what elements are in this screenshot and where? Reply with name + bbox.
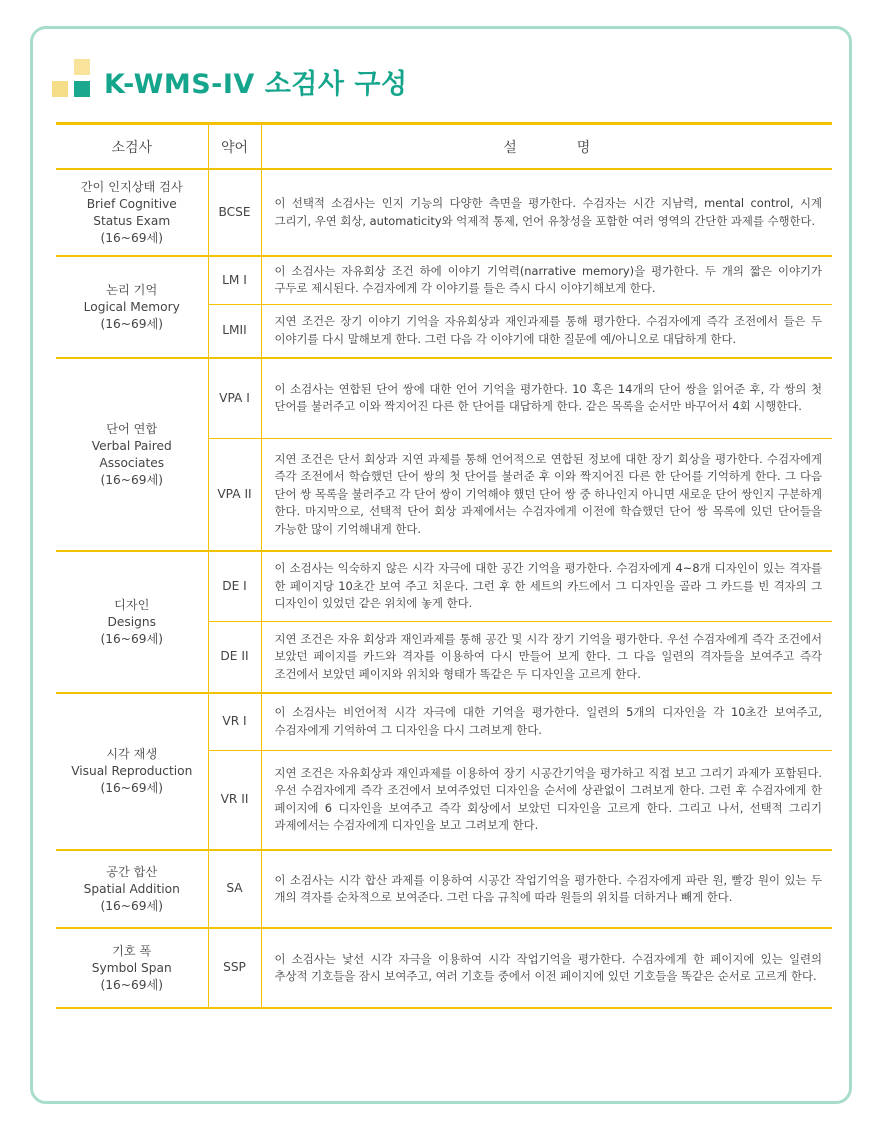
- subtest-description: 이 소검사는 시각 합산 과제를 이용하여 시공간 작업기억을 평가한다. 수검자에게 파란 원, 빨강 원이 있는 두 개의 격자를 순차적으로 보여준다. 그런 다음 규칙에 따라 원들의 위치를 더하거나 빼게 한다.: [261, 850, 832, 928]
- subtest-age-range: (16~69세): [100, 977, 163, 992]
- subtest-name-en: Brief Cognitive: [86, 196, 177, 211]
- subtest-description: 이 소검사는 비언어적 시각 자극에 대한 기억을 평가한다. 일련의 5개의 디자인을 각 10초간 보여주고, 수검자에게 기억하여 그 디자인을 다시 그려보게 한다.: [261, 693, 832, 750]
- subtest-abbr: VR II: [208, 750, 261, 850]
- subtest-description: 이 소검사는 낯선 시각 자극을 이용하여 시각 작업기억을 평가한다. 수검자에게 한 페이지에 있는 일련의 추상적 기호들을 잠시 보여주고, 여러 기호들 중에서 이전 페이지에 있던 기호들을 똑같은 순서로 고르게 한다.: [261, 928, 832, 1008]
- table-row: [56, 358, 832, 438]
- table-body: [56, 169, 832, 1008]
- subtest-name: [56, 358, 208, 551]
- table-row: [56, 256, 832, 304]
- squares-logo-icon: [52, 59, 96, 103]
- subtest-name-en: Associates: [99, 455, 165, 470]
- subtest-name: [56, 256, 208, 358]
- table-row: [56, 551, 832, 621]
- subtest-age-range: (16~69세): [100, 472, 163, 487]
- subtest-abbr: DE I: [208, 551, 261, 621]
- subtest-name-ko: 시각 재생: [106, 747, 158, 761]
- subtest-name-ko: 단어 연합: [106, 421, 158, 436]
- header-description: 설 명: [261, 124, 832, 170]
- table-header-row: [56, 124, 832, 170]
- subtest-abbr: VR I: [208, 693, 261, 750]
- table-row: [56, 850, 832, 928]
- subtest-age-range: (16~69세): [100, 898, 163, 913]
- subtest-name: [56, 169, 208, 256]
- subtest-abbr: SSP: [208, 928, 261, 1008]
- subtest-name-en: Verbal Paired: [91, 438, 172, 453]
- subtest-description: 지연 조건은 장기 이야기 기억을 자유회상과 재인과제를 통해 평가한다. 수검자에게 즉각 조전에서 들은 두 이야기를 다시 말해보게 한다. 그런 다음 각 이야기에 대한 질문에 예/아니오로 대답하게 한다.: [261, 304, 832, 358]
- subtest-description: 이 선택적 소검사는 인지 기능의 다양한 측면을 평가한다. 수검자는 시간 지남력, mental control, 시계 그리기, 우연 회상, automaticity와 억제적 통제, 언어 유창성을 포함한 여러 영역의 간단한 과제를 수행한다.: [261, 169, 832, 256]
- title-row: [52, 58, 408, 104]
- subtest-abbr: VPA II: [208, 438, 261, 551]
- subtest-name: [56, 693, 208, 850]
- subtest-name-en: Logical Memory: [83, 299, 180, 314]
- subtest-age-range: (16~69세): [100, 631, 163, 646]
- table-row: [56, 928, 832, 1008]
- subtest-name-en: Spatial Addition: [83, 881, 180, 896]
- subtest-age-range: (16~69세): [100, 230, 163, 245]
- subtest-description: 이 소검사는 자유회상 조건 하에 이야기 기억력(narrative memory)을 평가한다. 두 개의 짧은 이야기가 구두로 제시된다. 수검자에게 각 이야기를 들은 즉시 다시 이야기해보게 한다.: [261, 256, 832, 304]
- subtest-table: [56, 122, 832, 1009]
- subtest-name-ko: 논리 기억: [106, 282, 158, 297]
- subtest-description: 지연 조건은 단서 회상과 지연 과제를 통해 언어적으로 연합된 정보에 대한 장기 회상을 평가한다. 수검자에게 즉각 조전에서 학습했던 단어 쌍의 첫 단어를 불러준 후 이와 짝지어진 다른 한 단어를 기억하게 한다. 그 다음 단어 쌍 목록을 불러주고 각 단어 쌍이 기억해야 했던 단어 쌍 중 하나인지 아니면 새로운 단어 쌍인지 구분하게 한다. 마지막으로, 선택적 단어 회상 과제에서는 수검자에게 이전에 학습했던 단어 쌍 목록에 있던 단어들을 가능한 많이 기억해내게 한다.: [261, 438, 832, 551]
- subtest-age-range: (16~69세): [100, 316, 163, 331]
- subtest-abbr: LMII: [208, 304, 261, 358]
- subtest-name: [56, 928, 208, 1008]
- subtest-name-ko: 간이 인지상태 검사: [80, 179, 183, 194]
- subtest-abbr: LM I: [208, 256, 261, 304]
- subtest-name-en: Symbol Span: [91, 960, 172, 975]
- subtest-name-en: Visual Reproduction: [71, 764, 193, 778]
- subtest-description: 지연 조건은 자유 회상과 재인과제를 통해 공간 및 시각 장기 기억을 평가한다. 우선 수검자에게 즉각 조건에서 보았던 페이지를 카드와 격자를 이용하여 다시 만들어 보게 한다. 그 다음 일련의 격자들을 보여주고 즉각 조건에서 보았던 페이지와 위치와 형태가 똑같은 두 디자인을 고르게 한다.: [261, 621, 832, 693]
- subtest-name-en: Designs: [107, 614, 156, 629]
- subtest-abbr: SA: [208, 850, 261, 928]
- subtest-abbr: BCSE: [208, 169, 261, 256]
- table-row: [56, 693, 832, 750]
- subtest-description: 이 소검사는 익숙하지 않은 시각 자극에 대한 공간 기억을 평가한다. 수검자에게 4~8개 디자인이 있는 격자를 한 페이지당 10초간 보여 주고 치운다. 그런 후 한 세트의 카드에서 그 디자인을 골라 그 카드를 빈 격자의 그 디자인이 있었던 같은 위치에 놓게 한다.: [261, 551, 832, 621]
- page-title: K-WMS-IV 소검사 구성: [104, 68, 408, 100]
- subtest-name: [56, 850, 208, 928]
- subtest-abbr: DE II: [208, 621, 261, 693]
- header-abbr: 약어: [208, 124, 261, 170]
- header-subtest: 소검사: [56, 124, 208, 170]
- subtest-name: [56, 551, 208, 693]
- subtest-age-range: (16~69세): [100, 781, 163, 795]
- table-row: [56, 169, 832, 256]
- subtest-name-en: Status Exam: [93, 213, 171, 228]
- subtest-name-ko: 기호 폭: [112, 943, 152, 958]
- subtest-name-ko: 디자인: [114, 597, 150, 612]
- subtest-description: 이 소검사는 연합된 단어 쌍에 대한 언어 기억을 평가한다. 10 혹은 14개의 단어 쌍을 읽어준 후, 각 쌍의 첫 단어를 불러주고 이와 짝지어진 다른 한 단어를 대답하게 한다. 같은 목록을 순서만 바꾸어서 4회 시행한다.: [261, 358, 832, 438]
- subtest-name-ko: 공간 합산: [106, 864, 158, 879]
- subtest-abbr: VPA I: [208, 358, 261, 438]
- subtest-description: 지연 조건은 자유회상과 재인과제를 이용하여 장기 시공간기억을 평가하고 직접 보고 그리기 과제가 포함된다. 우선 수검자에게 즉각 조건에서 보여주었던 디자인을 순서에 상관없이 그려보게 한다. 그런 후 수검자에게 한 페이지에 6 디자인을 보여주고 즉각 회상에서 보았던 디자인을 고르게 한다. 그리고 나서, 선택적 그리기 과제에서는 수검자에게 디자인을 보고 그려보게 한다.: [261, 750, 832, 850]
